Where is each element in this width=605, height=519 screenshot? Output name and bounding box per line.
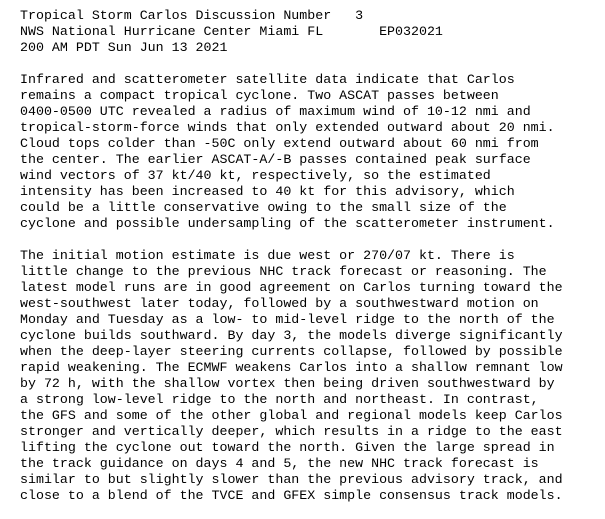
issue-time: 200 AM PDT Sun Jun 13 2021 (20, 40, 228, 55)
text-line: tropical-storm-force winds that only extended outward about 20 nmi. (20, 120, 555, 135)
text-line: 0400-0500 UTC revealed a radius of maximum wind of 10-12 nmi and (20, 104, 531, 119)
office-line: NWS National Hurricane Center Miami FL EP032021 (20, 24, 443, 39)
text-line: The initial motion estimate is due west or 270/07 kt. There is (20, 248, 515, 263)
text-line: intensity has been increased to 40 kt for this advisory, which (20, 184, 515, 199)
text-line: stronger and vertically deeper, which results in a ridge to the east (20, 424, 563, 439)
paragraph-track (20, 248, 605, 504)
text-line: when the deep-layer steering currents collapse, followed by possible (20, 344, 563, 359)
text-line: rapid weakening. The ECMWF weakens Carlos into a shallow remnant low (20, 360, 563, 375)
text-line: lifting the cyclone out toward the north. Given the large spread in (20, 440, 555, 455)
header-block (20, 8, 605, 56)
text-line: similar to but slightly slower than the previous advisory track, and (20, 472, 563, 487)
text-line: Infrared and scatterometer satellite data indicate that Carlos (20, 72, 515, 87)
paragraph-intensity (20, 72, 605, 232)
text-line: could be a little conservative owing to the small size of the (20, 200, 507, 215)
text-line: west-southwest later today, followed by a southwestward motion on (20, 296, 539, 311)
text-line: the track guidance on days 4 and 5, the new NHC track forecast is (20, 456, 539, 471)
text-line: cyclone and possible undersampling of the scatterometer instrument. (20, 216, 555, 231)
discussion-title: Tropical Storm Carlos Discussion Number 3 (20, 8, 364, 23)
text-line: a strong low-level ridge to the north and northeast. In contrast, (20, 392, 539, 407)
text-line: by 72 h, with the shallow vortex then being driven southwestward by (20, 376, 555, 391)
text-line: the GFS and some of the other global and regional models keep Carlos (20, 408, 563, 423)
spacer (20, 56, 605, 72)
text-line: the center. The earlier ASCAT-A/-B passes contained peak surface (20, 152, 531, 167)
text-line: remains a compact tropical cyclone. Two ASCAT passes between (20, 88, 499, 103)
text-line: little change to the previous NHC track forecast or reasoning. The (20, 264, 547, 279)
text-line: Monday and Tuesday as a low- to mid-level ridge to the north of the (20, 312, 555, 327)
text-line: wind vectors of 37 kt/40 kt, respectively, so the estimated (20, 168, 491, 183)
text-line: cyclone builds southward. By day 3, the models diverge significantly (20, 328, 563, 343)
text-line: close to a blend of the TVCE and GFEX simple consensus track models. (20, 488, 563, 503)
text-line: Cloud tops colder than -50C only extend outward about 60 nmi from (20, 136, 539, 151)
text-line: latest model runs are in good agreement on Carlos turning toward the (20, 280, 563, 295)
spacer (20, 232, 605, 248)
